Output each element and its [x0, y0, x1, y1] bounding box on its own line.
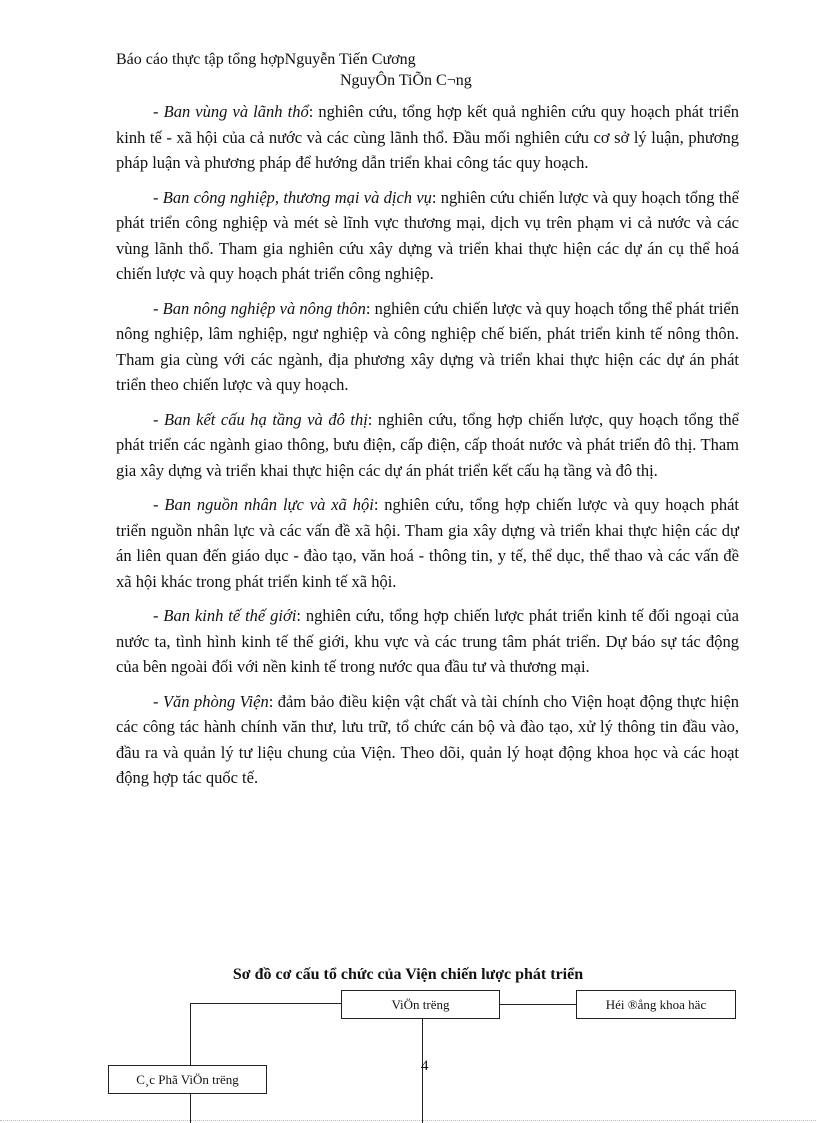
paragraph-text: : nghiên cứu, tổng hợp kết quả nghiên cứu quy hoạch phát triển kinh tế - xã hội của cả nước và các cùng lãnh thổ. Đầu mối nghiên cứu cơ sở lý luận, phương pháp luận và phương pháp để hướng dẫn triển khai công tác quy hoạch.: [116, 102, 739, 172]
paragraph-term: - Ban kết cấu hạ tầng và đô thị: [153, 409, 368, 429]
paragraph-text: : nghiên cứu, tổng hợp chiến lược phát triển kinh tế đối ngoại của nước ta, tình hình kinh tế thế giới, khu vực và các trung tâm phát triển. Dự báo sự tác động của bên ngoài đối với nền kinh tế trong nước qua đầu tư và thương mại.: [116, 606, 739, 676]
paragraph-ban-kinh-te-the-gioi: [116, 603, 739, 680]
paragraph-text: : nghiên cứu chiến lược và quy hoạch tổng thể phát triển công nghiệp và mét sè lĩnh vực thương mại, dịch vụ trên phạm vi cả nước và các vùng lãnh thổ. Tham gia nghiên cứu xây dựng và triển khai thực hiện các dự án cụ thể hoá chiến lược và quy hoạch phát triển công nghiệp.: [116, 187, 739, 283]
connector-left-vertical-lower: [190, 1092, 191, 1123]
paragraph-ban-ket-cau: [116, 407, 739, 484]
connector-top-horizontal: [190, 1003, 342, 1004]
paragraph-ban-nguon-nhan-luc: [116, 492, 739, 594]
paragraph-ban-cong-nghiep: [116, 185, 739, 287]
paragraph-term: - Ban kinh tế thế giới: [153, 606, 297, 625]
paragraph-text: : nghiên cứu, tổng hợp chiến lược và quy hoạch phát triển nguồn nhân lực và các vấn đề xã hội. Tham gia xây dựng và triển khai thực hiện các dự án liên quan đến giáo dục - đào tạo, văn hoá - thông tin, y tế, thể dục, thể thao và các vấn đề xã hội khác trong phát triển kinh tế xã hội.: [116, 495, 739, 591]
director-box: ViÖn trëng: [341, 990, 500, 1019]
paragraph-term: - Ban công nghiệp, thương mại và dịch vụ: [153, 187, 432, 207]
page-header-title: Báo cáo thực tập tổng hợpNguyễn Tiến Cương: [116, 51, 416, 68]
page-number: 4: [421, 1058, 429, 1074]
paragraph-text: : nghiên cứu chiến lược và quy hoạch tổng thể phát triển nông nghiệp, lâm nghiệp, ngư nghiệp và công nghiệp chế biến, phát triển kinh tế nông thôn. Tham gia cùng với các ngành, địa phương xây dựng và triển khai thực hiện các dự án phát triển theo chiến lược và quy hoạch.: [116, 298, 739, 394]
paragraph-text: : đảm bảo điều kiện vật chất và tài chính cho Viện hoạt động thực hiện các công tác hành chính văn thư, lưu trữ, tổ chức cán bộ và đào tạo, xử lý thông tin đầu vào, đầu ra và quản lý tư liệu chung của Viện. Theo dõi, quản lý hoạt động khoa học và các hoạt động hợp tác quốc tế.: [116, 691, 739, 787]
paragraph-van-phong: [116, 689, 739, 791]
paragraph-term: - Ban vùng và lãnh thổ: [153, 102, 309, 121]
science-council-box: Héi ®ång khoa häc: [576, 990, 736, 1019]
page-break-line: [0, 1120, 816, 1121]
document-body: [116, 99, 739, 800]
paragraph-term: - Ban nguồn nhân lực và xã hội: [153, 495, 374, 514]
connector-council: [499, 1004, 576, 1005]
connector-left-vertical: [190, 1003, 191, 1067]
deputy-directors-box: C¸c Phã ViÖn trëng: [108, 1065, 267, 1094]
paragraph-term: - Ban nông nghiệp và nông thôn: [153, 298, 366, 318]
paragraph-ban-vung: [116, 99, 739, 176]
paragraph-term: - Văn phòng Viện: [153, 691, 269, 711]
page-header-author: NguyÔn TiÕn C¬ng: [340, 72, 472, 89]
diagram-title: Sơ đồ cơ cấu tổ chức của Viện chiến lược phát triển: [232, 966, 584, 983]
paragraph-text: : nghiên cứu, tổng hợp chiến lược, quy hoạch tổng thể phát triển các ngành giao thông, bưu điện, cấp điện, cấp thoát nước và phát triển đô thị. Tham gia xây dựng và triển khai thực hiện các dự án phát triển kết cấu hạ tầng và đô thị.: [116, 409, 739, 480]
paragraph-ban-nong-nghiep: [116, 296, 739, 398]
